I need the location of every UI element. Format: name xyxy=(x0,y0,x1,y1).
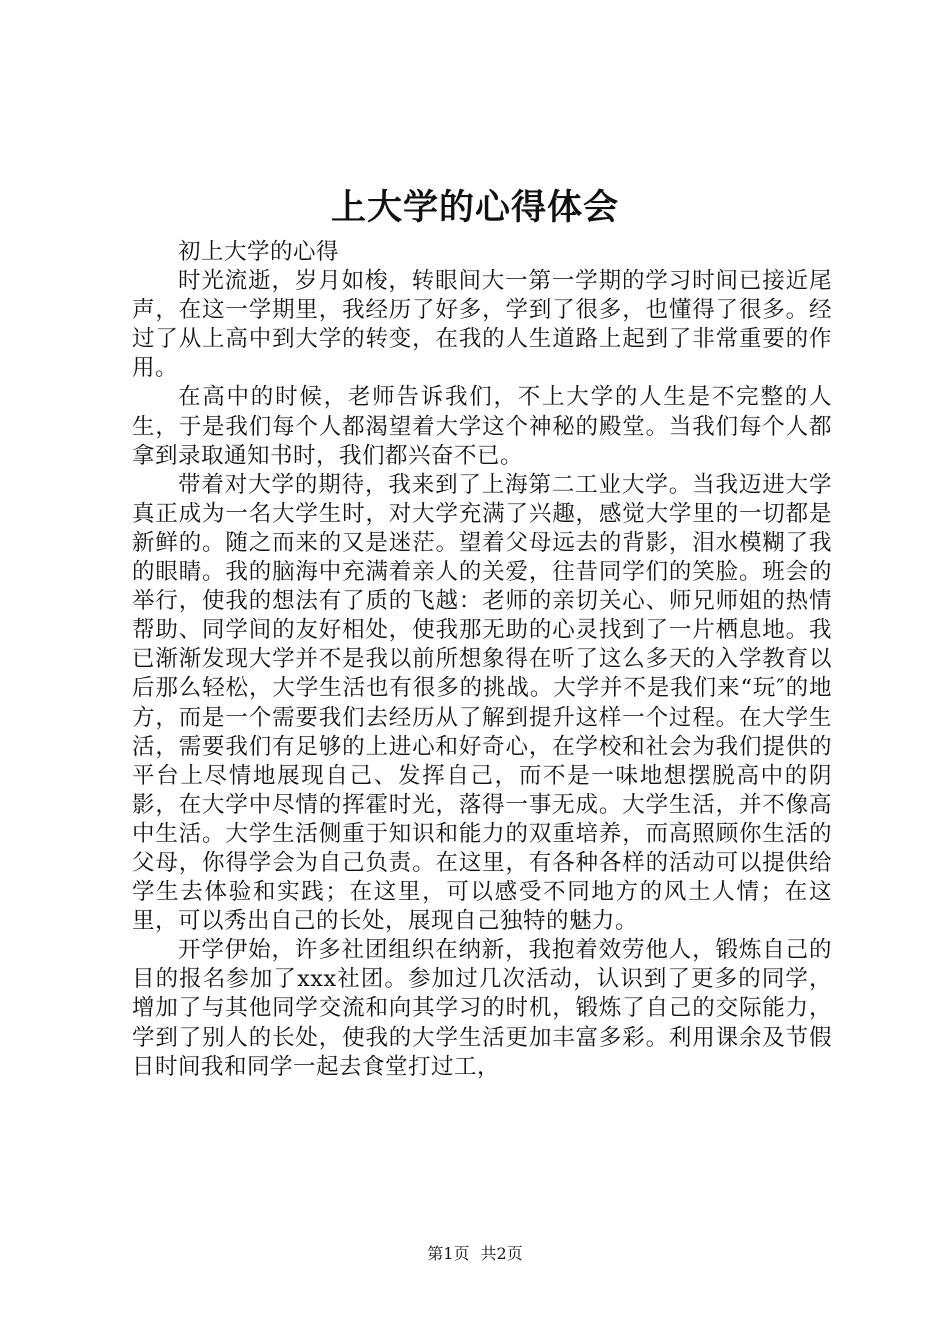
document-title: 上大学的心得体会 xyxy=(330,187,619,228)
paragraph-2: 在高中的时候，老师告诉我们，不上大学的人生是不完整的人生，于是我们每个人都渴望着大学这个神秘的殿堂。当我们每个人都拿到录取通知书时，我们都兴奋不已。 xyxy=(132,384,832,469)
page-number-current: 第1页 xyxy=(427,1244,470,1263)
paragraph-3: 带着对大学的期待，我来到了上海第二工业大学。当我迈进大学真正成为一名大学生时，对大学充满了兴趣，感觉大学里的一切都是新鲜的。随之而来的又是迷茫。望着父母远去的背影，泪水模糊了我的眼睛。我的脑海中充满着亲人的关爱，往昔同学们的笑脸。班会的举行，使我的想法有了质的飞越：老师的亲切关心、师兄师姐的热情帮助、同学间的友好相处，使我那无助的心灵找到了一片栖息地。我已渐渐发现大学并不是我以前所想象得在听了这么多天的入学教育以后那么轻松，大学生活也有很多的挑战。大学并不是我们来“玩″的地方，而是一个需要我们去经历从了解到提升这样一个过程。在大学生活，需要我们有足够的上进心和好奇心，在学校和社会为我们提供的平台上尽情地展现自己、发挥自己，而不是一味地想摆脱高中的阴影，在大学中尽情的挥霍时光，落得一事无成。大学生活，并不像高中生活。大学生活侧重于知识和能力的双重培养，而高照顾你生活的父母，你得学会为自己负责。在这里，有各种各样的活动可以提供给学生去体验和实践；在这里，可以感受不同地方的风土人情；在这里，可以秀出自己的长处，展现自己独特的魅力。 xyxy=(132,471,832,935)
page-number-total: 共2页 xyxy=(480,1244,523,1263)
document-subtitle: 初上大学的心得 xyxy=(178,239,340,265)
paragraph-1: 时光流逝，岁月如梭，转眼间大一第一学期的学习时间已接近尾声，在这一学期里，我经历了好多，学到了很多，也懂得了很多。经过了从上高中到大学的转变，在我的人生道路上起到了非常重要的作用。 xyxy=(132,268,832,382)
document-body xyxy=(132,238,832,1082)
paragraph-4: 开学伊始，许多社团组织在纳新，我抱着效劳他人，锻炼自己的目的报名参加了xxx社团。参加过几次活动，认识到了更多的同学，增加了与其他同学交流和向其学习的时机，锻炼了自己的交际能力，学到了别人的长处，使我的大学生活更加丰富多彩。利用课余及节假日时间我和同学一起去食堂打过工， xyxy=(132,937,832,1080)
page-footer xyxy=(0,1244,950,1264)
